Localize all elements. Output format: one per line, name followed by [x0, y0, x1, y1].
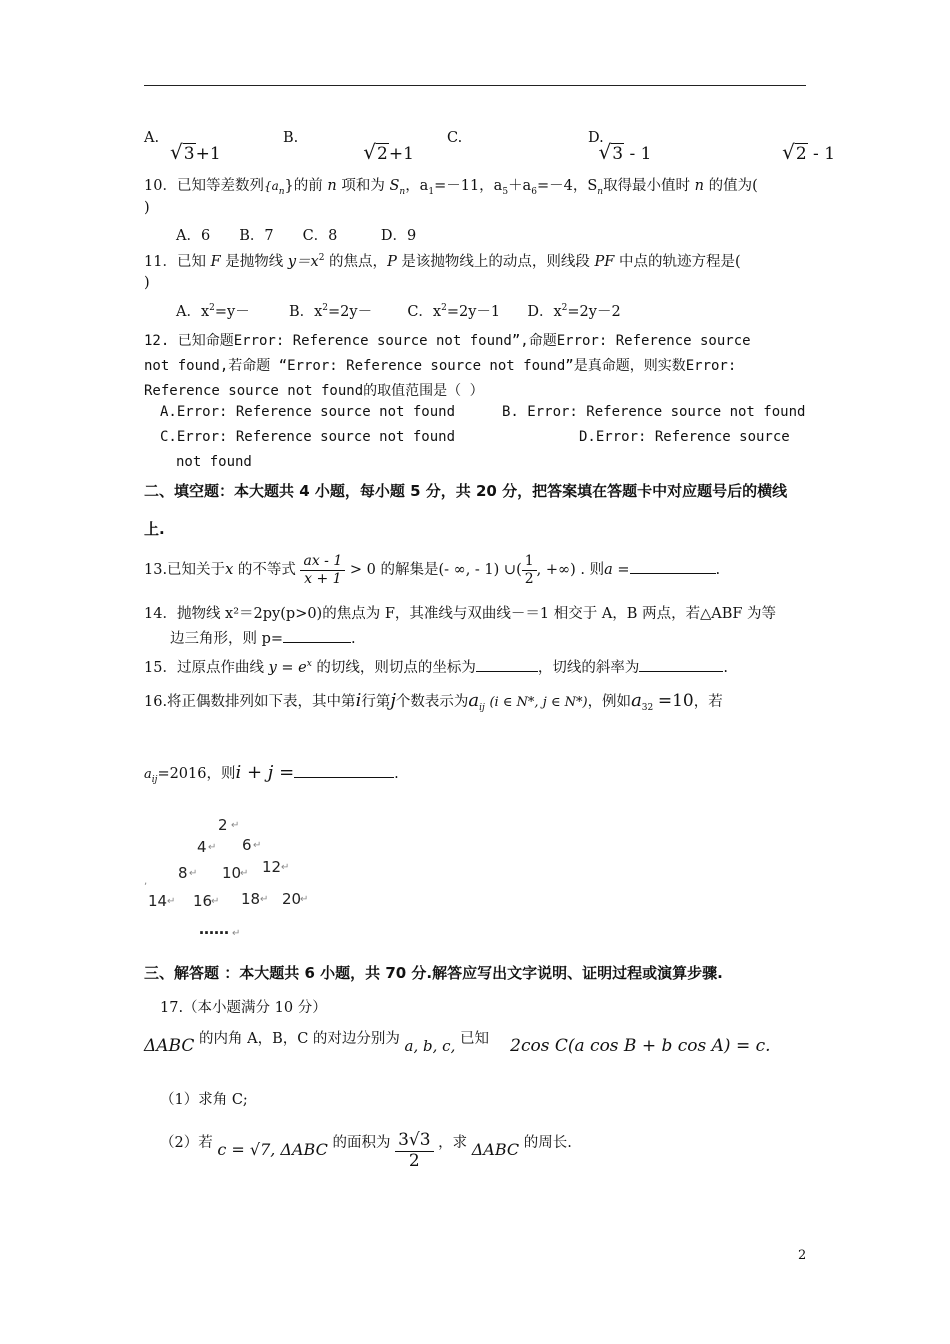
q10-options: A．6 B．7 C．8 D．9	[176, 228, 417, 244]
triangle-cell: 14	[148, 892, 168, 910]
q12-option-c: C.Error: Reference source not found	[160, 429, 456, 445]
q17-part-1: （1）求角 C;	[160, 1092, 248, 1108]
q11-stem: 11．已知 F 是抛物线 $y=x^2$ 的焦点，P 是该抛物线上的动点，则线段 PF 中点的轨迹方程是(	[144, 253, 741, 270]
q9-option-b-value: √2+1	[363, 140, 414, 164]
q17-part-2: （2）若 c = √7, ΔABC 的面积为 $\frac{3√3}{2}$ ，求 ΔABC 的周长.	[160, 1129, 572, 1171]
page-number: 2	[798, 1248, 807, 1263]
q16-line-1: 16.将正偶数排列如下表，其中第i行第j个数表示为$a_{ij}$ (i ∈ N*, j ∈ N*)，例如$a_{32} =10$，若	[144, 690, 723, 713]
triangle-cell: 18	[241, 890, 261, 908]
q9-option-c-value: √3 - 1	[598, 140, 652, 164]
section-2-heading: 二、填空题：本大题共 4 小题，每小题 5 分，共 20 分，把答案填在答题卡中对应题号后的横线	[144, 482, 788, 500]
q13-half: $\frac{1}{2}$	[522, 553, 537, 586]
q10-stem: 10．已知等差数列$\{a_n\}$的前 n 项和为 $S_n$，$a_1=-11$，$a_5+a_6=-4$，$S_n$取得最小值时 n 的值为(	[144, 178, 758, 197]
q11-close-paren: )	[144, 275, 150, 291]
q9-option-a-letter: A.	[144, 130, 160, 146]
q13: 13.已知关于x 的不等式 $\frac{ax - 1}{x + 1}$ > 0 的解集是(- ∞, - 1) ∪( $\frac{1}{2}$ , +∞) . 则a = .	[144, 553, 721, 587]
q13-answer-blank[interactable]	[630, 573, 716, 574]
q9-options	[0, 0, 950, 164]
q12-option-b: B. Error: Reference source not found	[502, 404, 806, 420]
q17-stem: ΔABC 的内角 A，B，C 的对边分别为 a, b, c, 已知 2cos C(a cos B + b cos A) = c.	[144, 1031, 771, 1056]
q15: 15．过原点作曲线 $y = e^x$ 的切线，则切点的坐标为 ，切线的斜率为 .	[144, 659, 728, 676]
triangle-cell: 2	[218, 816, 228, 834]
q17-area-fraction: $\frac{3√3}{2}$	[395, 1131, 433, 1171]
triangle-cell: 20	[282, 890, 302, 908]
triangle-cell: 10	[222, 864, 242, 882]
q9-option-d-value: √2 - 1	[782, 140, 836, 164]
triangle-cell: 4	[197, 838, 207, 856]
q9-option-a-value: √3+1	[170, 140, 221, 164]
q12-line-2: not found,若命题 “Error: Reference source not found”是真命题，则实数Error:	[144, 358, 737, 374]
section-3-heading: 三、解答题 ：本大题共 6 小题，共 70 分.解答应写出文字说明、证明过程或演算步骤.	[144, 964, 723, 982]
q12-option-d-cont: not found	[176, 454, 252, 470]
triangle-cell: 12	[262, 858, 282, 876]
section-2-heading-cont: 上.	[144, 520, 165, 538]
q14-line-2: 边三角形，则 p= .	[170, 631, 356, 647]
q12-line-1: 12. 已知命题Error: Reference source not found”,命题Error: Reference source	[144, 333, 751, 349]
q14-line-1: 14．抛物线 x²＝2py(p>0)的焦点为 F，其准线与双曲线－＝1 相交于 A，B 两点，若△ABF 为等	[144, 606, 777, 622]
header-rule	[144, 85, 806, 86]
q11-options: A．$x^2=y- B$．$x^2=2y- C$．$x^2=2y-1$ D．$x^2=2y-2$	[176, 303, 621, 320]
q9-option-c-letter: C.	[447, 130, 463, 146]
q16-line-2: $a_{ij}=2016$，则i + j = .	[144, 762, 399, 785]
triangle-ellipsis: ……	[199, 920, 229, 938]
q10-close-paren: )	[144, 200, 150, 216]
q12-option-d: D.Error: Reference source	[579, 429, 790, 445]
q9-option-b-letter: B.	[283, 130, 299, 146]
triangle-cell: 8	[178, 864, 188, 882]
q17-heading: 17.（本小题满分 10 分）	[160, 1000, 327, 1016]
q9-option-d-letter: D.	[588, 130, 604, 146]
q15-slope-blank[interactable]	[639, 671, 723, 672]
q12-option-a: A.Error: Reference source not found	[160, 404, 456, 420]
q16-answer-blank[interactable]	[294, 777, 394, 778]
q13-fraction: $\frac{ax - 1}{x + 1}$	[300, 553, 345, 586]
triangle-cell: 16	[193, 892, 213, 910]
q15-point-blank[interactable]	[476, 671, 538, 672]
q14-answer-blank[interactable]	[283, 642, 351, 643]
q12-line-3: Reference source not found的取值范围是（ ）	[144, 383, 484, 399]
triangle-cell: 6	[242, 836, 252, 854]
